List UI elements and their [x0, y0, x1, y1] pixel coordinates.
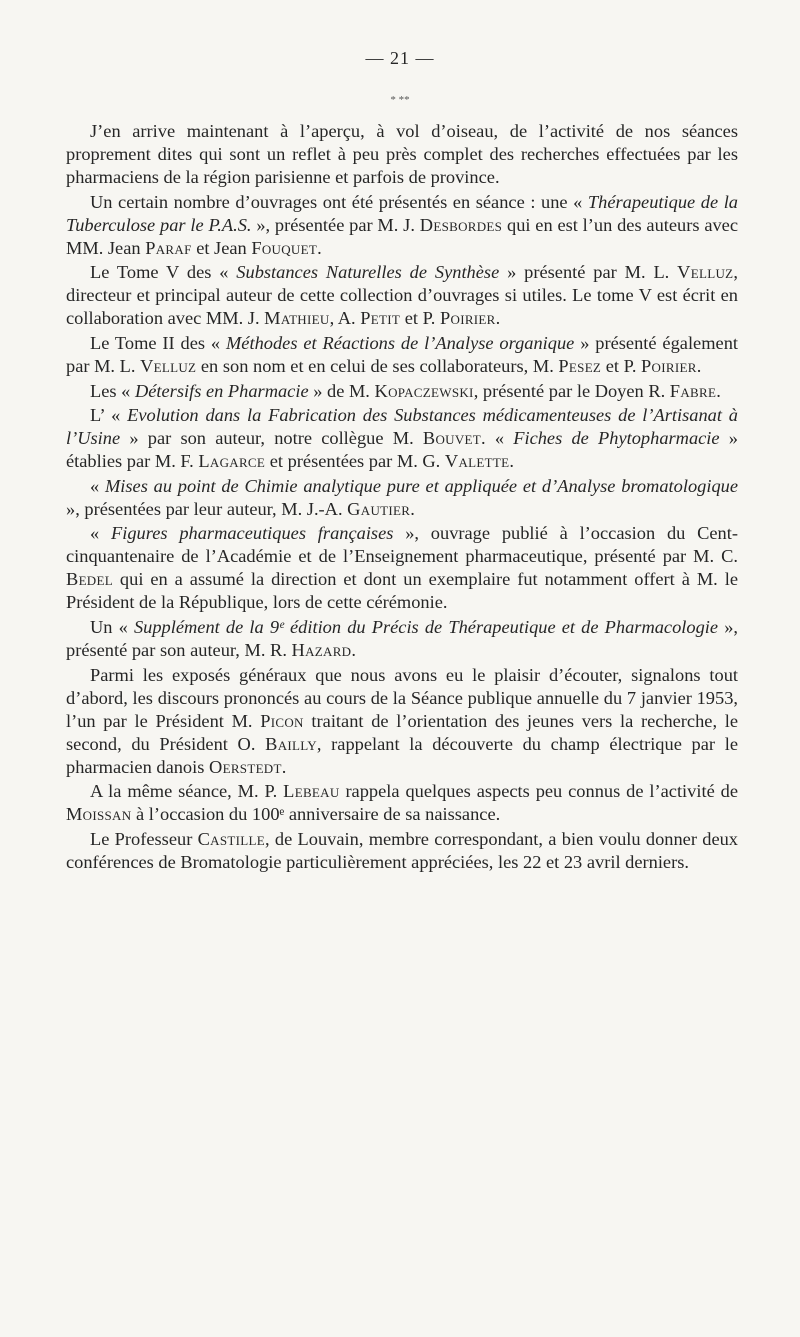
person-name: Valette [444, 451, 510, 472]
text-run: . [495, 308, 501, 329]
person-name: Castille [197, 828, 265, 849]
person-name: Oerstedt [209, 756, 282, 777]
text-run: », présenté par son auteur, M. R. [66, 616, 738, 661]
paragraph-p9 [66, 616, 738, 662]
work-title: Mises au point de Chimie analytique pure et appliquée et d’Analyse bromatologique [104, 475, 738, 496]
text-run: . [317, 237, 322, 258]
paragraph-p3 [66, 261, 738, 330]
person-name: Bouvet [422, 428, 482, 449]
person-name: Kopaczewski [374, 380, 474, 401]
paragraph-p7 [66, 475, 738, 521]
text-run: , A. [329, 308, 361, 329]
paragraph-p10 [66, 664, 738, 779]
text-run: Parmi les exposés généraux que nous avons eu le plaisir d’écouter, signalons tout d’abord, les discours prononcés au cours de la Séance publique annuelle du 7 janvier 1953, l’un par le Président M. [66, 664, 738, 731]
text-run: J’en arrive maintenant à l’aperçu, à vol d’oiseau, de l’activité de nos séances proprement dites qui sont un reflet à peu près complet des recherches effectuées par les pharmaciens de la région parisienne et parfois de province. [66, 121, 738, 188]
person-name: Bedel [66, 569, 113, 590]
work-title: Détersifs en Pharmacie [134, 380, 309, 401]
paragraph-p12 [66, 828, 738, 874]
text-run: . [716, 380, 721, 401]
page-number: — 21 — [365, 48, 435, 68]
work-title: Méthodes et Réactions de l’Analyse organique [225, 332, 575, 353]
person-name: Lagarce [198, 451, 266, 472]
work-title: Figures pharmaceutiques françaises [111, 523, 394, 544]
text-run: » présenté également par M. L. [66, 332, 738, 376]
work-title: Fiches de Phytopharmacie [513, 428, 720, 449]
text-run: qui en a assumé la direction et dont un exemplaire fut notamment offert à M. le Président de la République, lors de cette cérémonie. [66, 569, 738, 613]
paragraph-p11 [66, 780, 738, 826]
person-name: Fouquet [251, 237, 318, 258]
text-run: , directeur et principal auteur de cette collection d’ouvrages si utiles. Le tome V est écrit en collaboration avec MM. J. [66, 262, 738, 329]
person-name: Mathieu [264, 308, 330, 329]
text-run: Le Tome V des « [90, 262, 237, 283]
paragraph-p6 [66, 404, 738, 473]
text-run: . [351, 640, 356, 661]
text-run: Un certain nombre d’ouvrages ont été présentés en séance : une « [90, 191, 588, 212]
paragraph-p8 [66, 522, 738, 614]
text-run: , rappelant la découverte du champ électrique par le pharmacien danois [66, 733, 738, 777]
text-run: A la même séance, M. P. [90, 781, 284, 802]
text-run: , présenté par le Doyen R. [473, 380, 670, 401]
person-name: Velluz [140, 355, 197, 376]
text-run: qui en est l’un des auteurs avec MM. Jean [66, 214, 739, 258]
text-run: Un « [90, 616, 134, 637]
person-name: Moissan [66, 804, 132, 825]
person-name: Bailly [265, 733, 317, 754]
text-run: et Jean [191, 237, 252, 258]
person-name: Desbordes [419, 214, 503, 235]
text-run: « [90, 475, 105, 496]
person-name: Picon [260, 710, 304, 731]
person-name: Petit [360, 308, 401, 329]
person-name: Velluz [677, 262, 734, 283]
work-title: Thérapeutique de la Tuberculose par le P.A.S. [66, 191, 739, 235]
text-run: en son nom et en celui de ses collaborateurs, M. [196, 355, 559, 376]
text-run: Le Professeur [90, 828, 198, 849]
text-run: et P. [400, 308, 440, 329]
person-name: Hazard [291, 640, 352, 661]
text-run: « [90, 523, 111, 544]
paragraph-p5 [66, 380, 738, 403]
text-run: . « [481, 428, 514, 449]
person-name: Pesez [558, 355, 602, 376]
text-run: », présentée par M. J. [251, 214, 420, 235]
text-run: , de Louvain, membre correspondant, a bien voulu donner deux conférences de Bromatologie particulièrement appréciées, les 22 et 23 avril derniers. [66, 828, 738, 872]
text-run: à l’occasion du 100ᵉ anniversaire de sa naissance. [131, 804, 501, 825]
text-run: rappela quelques aspects peu connus de l’activité de [339, 781, 738, 802]
paragraph-p4 [66, 332, 738, 378]
paragraph-p2 [66, 191, 738, 260]
text-run: traitant de l’orientation des jeunes vers la recherche, le second, du Président O. [66, 710, 739, 754]
text-run: » présenté par M. L. [499, 262, 678, 283]
person-name: Poirier [641, 355, 697, 376]
text-run: » de M. [308, 380, 375, 401]
body-text [66, 120, 738, 876]
person-name: Lebeau [283, 781, 340, 802]
text-run: . [696, 355, 702, 376]
text-run: L’ « [90, 405, 128, 426]
asterism-ornament: * ** [390, 94, 410, 106]
person-name: Gautier [347, 498, 411, 519]
work-title: Supplément de la 9ᵉ édition du Précis de Thérapeutique et de Pharmacologie [133, 616, 719, 637]
text-run: Les « [90, 380, 135, 401]
text-run: et P. [601, 355, 642, 376]
work-title: Substances Naturelles de Synthèse [236, 262, 500, 283]
text-run: et présentées par M. G. [265, 451, 445, 472]
text-run: » établies par M. F. [66, 428, 738, 472]
person-name: Fabre [669, 380, 717, 401]
text-run: . [410, 498, 415, 519]
text-run: », ouvrage publié à l’occasion du Cent-cinquantenaire de l’Académie et de l’Enseignement pharmaceutique, présenté par M. C. [66, 523, 738, 567]
work-title: Evolution dans la Fabrication des Substances médicamenteuses de l’Artisanat à l’Usine [66, 405, 738, 449]
person-name: Paraf [145, 237, 192, 258]
text-run: », présentées par leur auteur, M. J.-A. [66, 498, 348, 519]
text-run: . [281, 756, 287, 777]
paragraph-p1 [66, 120, 738, 189]
person-name: Poirier [439, 308, 496, 329]
text-run: . [509, 451, 514, 472]
text-run: Le Tome II des « [90, 332, 226, 353]
text-run: » par son auteur, notre collègue M. [120, 428, 423, 449]
